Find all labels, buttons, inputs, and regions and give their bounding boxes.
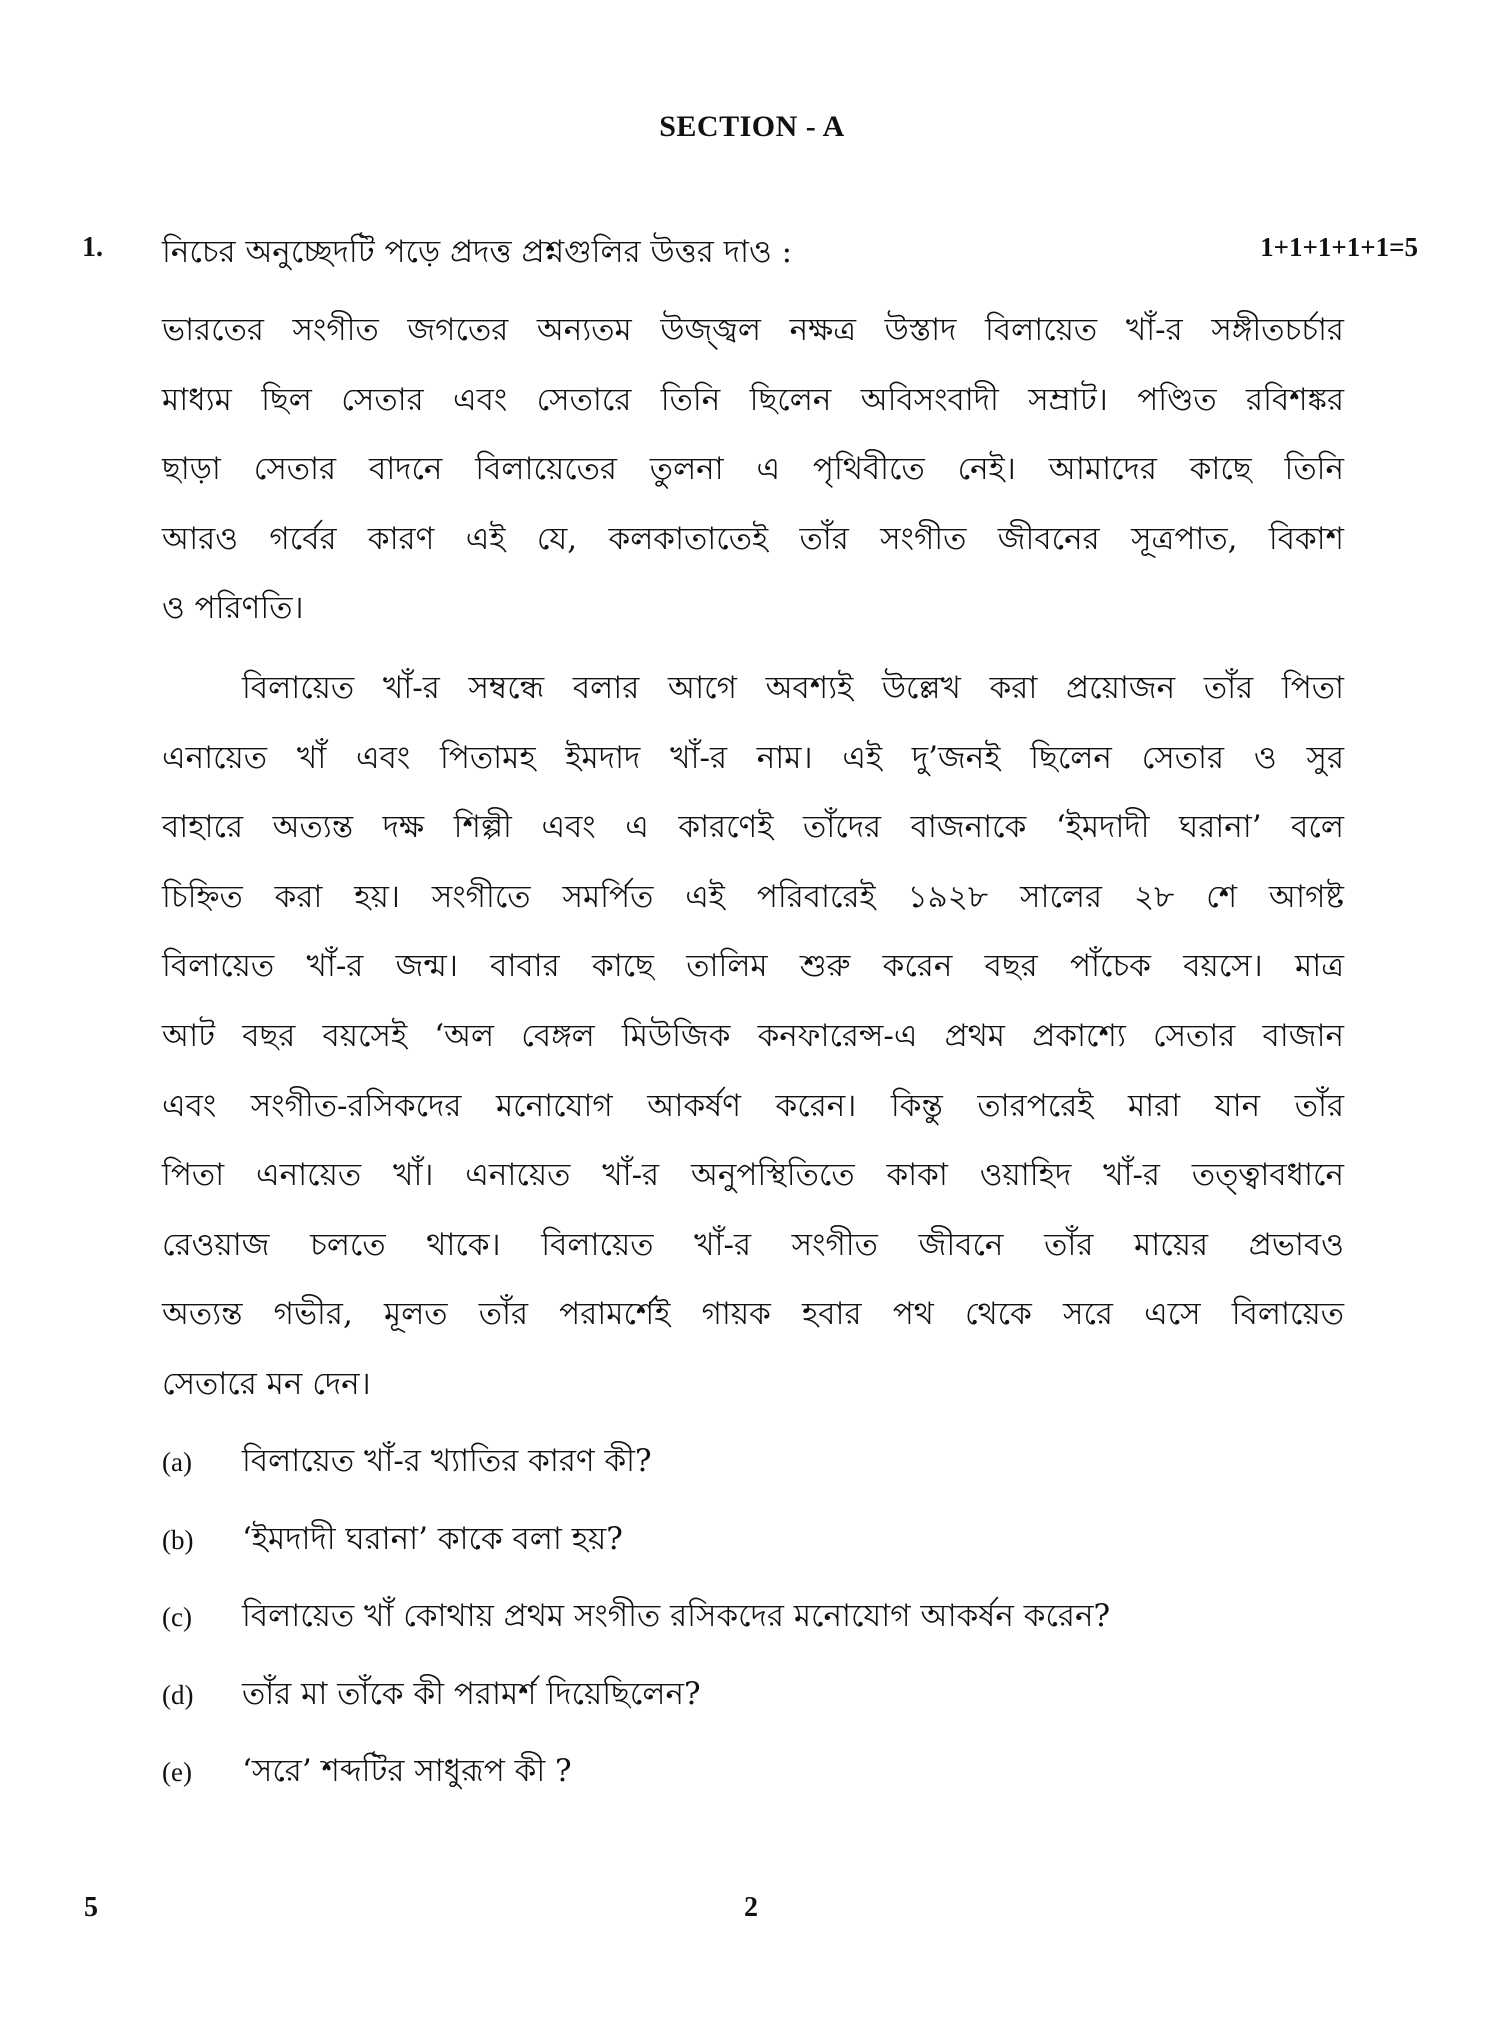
sub-question-text: বিলায়েত খাঁ কোথায় প্রথম সংগীত রসিকদের মনোযোগ আকর্ষন করেন?	[242, 1598, 1111, 1634]
passage-line: ও পরিণতি।	[162, 590, 304, 627]
sub-question-text: ‘সরে’ শব্দটির সাধুরূপ কী ?	[242, 1753, 572, 1789]
page-number: 2	[744, 1892, 758, 1923]
sub-question-label: (d)	[162, 1679, 194, 1710]
sub-question-b	[162, 1515, 1362, 1593]
sub-question-text: ‘ইমদাদী ঘরানা’ কাকে বলা হয়?	[242, 1520, 623, 1557]
sub-question-label: (b)	[162, 1524, 194, 1555]
passage-paragraph-2	[162, 654, 1344, 1420]
question-number: 1.	[82, 232, 103, 263]
footer-code: 5	[84, 1892, 98, 1923]
sub-question-d	[162, 1670, 1362, 1748]
section-title: SECTION - A	[659, 110, 845, 143]
sub-question-label: (c)	[162, 1602, 192, 1632]
passage-line: পিতা এনায়েত খাঁ। এনায়েত খাঁ-র অনুপস্থিতিতে কাকা ওয়াহিদ খাঁ-র তত্ত্বাবধানে	[162, 1157, 1344, 1194]
passage-line: মাধ্যম ছিল সেতার এবং সেতারে তিনি ছিলেন অবিসংবাদী সম্রাট। পণ্ডিত রবিশঙ্কর	[162, 381, 1344, 418]
sub-questions	[162, 1437, 1362, 1825]
passage-line: বিলায়েত খাঁ-র সম্বন্ধে বলার আগে অবশ্যই উল্লেখ করা প্রয়োজন তাঁর পিতা	[242, 670, 1344, 706]
sub-question-text: তাঁর মা তাঁকে কী পরামর্শ দিয়েছিলেন?	[242, 1675, 701, 1712]
passage-line: আরও গর্বের কারণ এই যে, কলকাতাতেই তাঁর সংগীত জীবনের সূত্রপাত, বিকাশ	[162, 520, 1344, 557]
passage-line: বিলায়েত খাঁ-র জন্ম। বাবার কাছে তালিম শুরু করেন বছর পাঁচেক বয়সে। মাত্র	[162, 948, 1344, 985]
passage-line: আট বছর বয়সেই ‘অল বেঙ্গল মিউজিক কনফারেন্স-এ প্রথম প্রকাশ্যে সেতার বাজান	[162, 1017, 1344, 1054]
passage-line: রেওয়াজ চলতে থাকে। বিলায়েত খাঁ-র সংগীত জীবনে তাঁর মায়ের প্রভাবও	[162, 1226, 1344, 1263]
passage-line: অত্যন্ত গভীর, মূলত তাঁর পরামর্শেই গায়ক হবার পথ থেকে সরে এসে বিলায়েত	[162, 1296, 1344, 1333]
passage-line: ছাড়া সেতার বাদনে বিলায়েতের তুলনা এ পৃথিবীতে নেই। আমাদের কাছে তিনি	[162, 451, 1344, 488]
sub-question-label: (a)	[162, 1447, 192, 1477]
sub-question-e	[162, 1747, 1362, 1825]
passage-line: ভারতের সংগীত জগতের অন্যতম উজ্জ্বল নক্ষত্র উস্তাদ বিলায়েত খাঁ-র সঙ্গীতচর্চার	[162, 312, 1344, 348]
question-marks: 1+1+1+1+1=5	[1260, 232, 1418, 262]
question-instruction: নিচের অনুচ্ছেদটি পড়ে প্রদত্ত প্রশ্নগুলির উত্তর দাও :	[162, 234, 793, 270]
passage-line: বাহারে অত্যন্ত দক্ষ শিল্পী এবং এ কারণেই তাঁদের বাজনাকে ‘ইমদাদী ঘরানা’ বলে	[162, 809, 1344, 846]
sub-question-text: বিলায়েত খাঁ-র খ্যাতির কারণ কী?	[242, 1443, 652, 1479]
passage-line: সেতারে মন দেন।	[162, 1365, 371, 1402]
sub-question-label: (e)	[162, 1757, 192, 1787]
passage-line: এবং সংগীত-রসিকদের মনোযোগ আকর্ষণ করেন। কিন্তু তারপরেই মারা যান তাঁর	[162, 1087, 1344, 1124]
sub-question-a	[162, 1437, 1362, 1515]
passage-paragraph-1	[162, 296, 1344, 644]
sub-question-c	[162, 1592, 1362, 1670]
passage-line: এনায়েত খাঁ এবং পিতামহ ইমদাদ খাঁ-র নাম। এই দু’জনই ছিলেন সেতার ও সুর	[162, 739, 1344, 776]
passage-line: চিহ্নিত করা হয়। সংগীতে সমর্পিত এই পরিবারেই ১৯২৮ সালের ২৮ শে আগষ্ট	[162, 878, 1344, 915]
